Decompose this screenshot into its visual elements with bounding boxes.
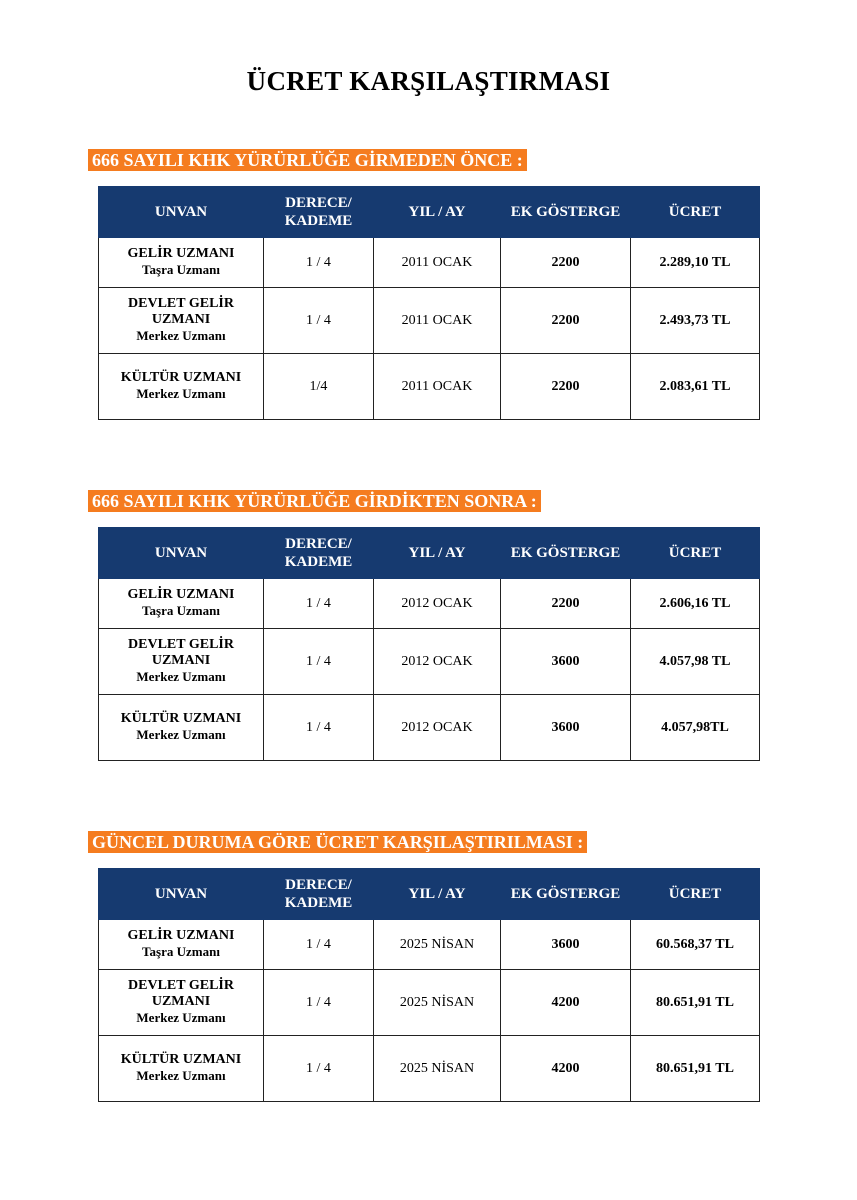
header-unvan: UNVAN (99, 187, 264, 238)
header-derece: DERECE/ KADEME (264, 187, 374, 238)
header-yil-ay: YIL / AY (374, 528, 501, 579)
header-yil-ay: YIL / AY (374, 869, 501, 920)
header-ek-gosterge: EK GÖSTERGE (501, 528, 631, 579)
cell-ek-gosterge: 2200 (501, 288, 631, 354)
cell-ucret: 4.057,98 TL (631, 629, 760, 695)
section-heading-before: 666 SAYILI KHK YÜRÜRLÜĞE GİRMEDEN ÖNCE : (88, 149, 527, 171)
cell-ucret: 80.651,91 TL (631, 970, 760, 1036)
header-derece: DERECE/ KADEME (264, 869, 374, 920)
cell-unvan: GELİR UZMANI Taşra Uzmanı (99, 579, 264, 629)
cell-unvan: GELİR UZMANI Taşra Uzmanı (99, 920, 264, 970)
cell-yil-ay: 2012 OCAK (374, 695, 501, 761)
cell-yil-ay: 2011 OCAK (374, 354, 501, 420)
section-heading-current: GÜNCEL DURUMA GÖRE ÜCRET KARŞILAŞTIRILMASI : (88, 831, 587, 853)
header-derece: DERECE/ KADEME (264, 528, 374, 579)
table-row (99, 920, 760, 970)
cell-derece: 1 / 4 (264, 579, 374, 629)
cell-ucret: 80.651,91 TL (631, 1036, 760, 1102)
cell-unvan: GELİR UZMANI Taşra Uzmanı (99, 238, 264, 288)
cell-derece: 1 / 4 (264, 629, 374, 695)
cell-ucret: 2.493,73 TL (631, 288, 760, 354)
comparison-table-current (98, 868, 760, 1102)
cell-derece: 1 / 4 (264, 970, 374, 1036)
page-title: ÜCRET KARŞILAŞTIRMASI (246, 66, 611, 96)
cell-yil-ay: 2025 NİSAN (374, 920, 501, 970)
header-ek-gosterge: EK GÖSTERGE (501, 187, 631, 238)
table-row (99, 695, 760, 761)
cell-ucret: 2.606,16 TL (631, 579, 760, 629)
cell-derece: 1 / 4 (264, 288, 374, 354)
cell-ek-gosterge: 4200 (501, 970, 631, 1036)
cell-ek-gosterge: 2200 (501, 354, 631, 420)
cell-derece: 1 / 4 (264, 695, 374, 761)
cell-yil-ay: 2025 NİSAN (374, 1036, 501, 1102)
cell-ek-gosterge: 4200 (501, 1036, 631, 1102)
cell-ek-gosterge: 2200 (501, 579, 631, 629)
cell-unvan: DEVLET GELİR UZMANI Merkez Uzmanı (99, 288, 264, 354)
table-row (99, 629, 760, 695)
header-ucret: ÜCRET (631, 528, 760, 579)
table-header-row (99, 869, 760, 920)
cell-ucret: 60.568,37 TL (631, 920, 760, 970)
cell-ek-gosterge: 2200 (501, 238, 631, 288)
cell-yil-ay: 2011 OCAK (374, 288, 501, 354)
cell-derece: 1/4 (264, 354, 374, 420)
table-row (99, 354, 760, 420)
table-row (99, 1036, 760, 1102)
comparison-table-before (98, 186, 760, 420)
cell-derece: 1 / 4 (264, 920, 374, 970)
cell-ek-gosterge: 3600 (501, 920, 631, 970)
cell-yil-ay: 2012 OCAK (374, 629, 501, 695)
header-yil-ay: YIL / AY (374, 187, 501, 238)
cell-yil-ay: 2011 OCAK (374, 238, 501, 288)
cell-unvan: KÜLTÜR UZMANI Merkez Uzmanı (99, 695, 264, 761)
header-unvan: UNVAN (99, 528, 264, 579)
table-row (99, 288, 760, 354)
table-row (99, 970, 760, 1036)
cell-unvan: KÜLTÜR UZMANI Merkez Uzmanı (99, 1036, 264, 1102)
header-ucret: ÜCRET (631, 187, 760, 238)
cell-derece: 1 / 4 (264, 1036, 374, 1102)
table-row (99, 238, 760, 288)
cell-derece: 1 / 4 (264, 238, 374, 288)
section-heading-after: 666 SAYILI KHK YÜRÜRLÜĞE GİRDİKTEN SONRA : (88, 490, 541, 512)
cell-ucret: 2.083,61 TL (631, 354, 760, 420)
cell-unvan: DEVLET GELİR UZMANI Merkez Uzmanı (99, 970, 264, 1036)
cell-ucret: 2.289,10 TL (631, 238, 760, 288)
cell-ek-gosterge: 3600 (501, 695, 631, 761)
table-row (99, 579, 760, 629)
cell-ucret: 4.057,98TL (631, 695, 760, 761)
cell-ek-gosterge: 3600 (501, 629, 631, 695)
comparison-table-after (98, 527, 760, 761)
header-ucret: ÜCRET (631, 869, 760, 920)
cell-yil-ay: 2012 OCAK (374, 579, 501, 629)
header-unvan: UNVAN (99, 869, 264, 920)
cell-unvan: DEVLET GELİR UZMANI Merkez Uzmanı (99, 629, 264, 695)
cell-yil-ay: 2025 NİSAN (374, 970, 501, 1036)
table-header-row (99, 528, 760, 579)
header-ek-gosterge: EK GÖSTERGE (501, 869, 631, 920)
cell-unvan: KÜLTÜR UZMANI Merkez Uzmanı (99, 354, 264, 420)
table-header-row (99, 187, 760, 238)
